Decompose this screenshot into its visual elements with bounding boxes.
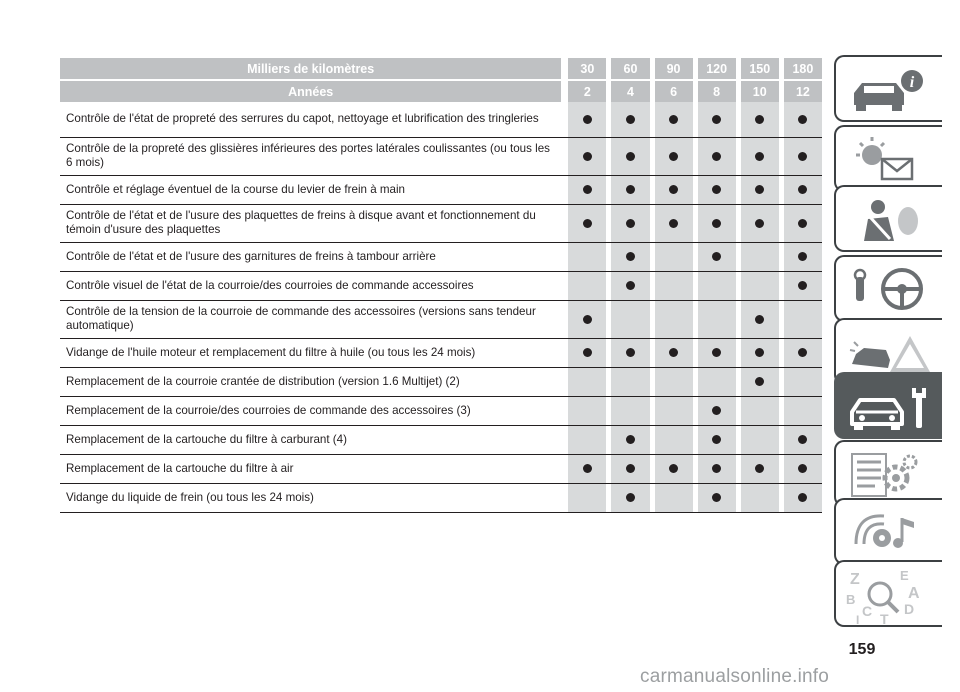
interval-cell <box>784 484 822 513</box>
interval-cell <box>611 455 649 484</box>
scheduled-dot <box>798 435 807 444</box>
scheduled-dot <box>798 348 807 357</box>
interval-cell <box>698 368 736 397</box>
interval-cell <box>698 243 736 272</box>
table-row <box>60 455 822 484</box>
scheduled-dot <box>798 115 807 124</box>
scheduled-dot <box>712 152 721 161</box>
tab-index[interactable] <box>834 560 942 627</box>
scheduled-dot <box>626 185 635 194</box>
task-description: Contrôle de l'état et de l'usure des plaquettes de freins à disque avant et fonctionnement du témoin d'usure des plaquettes <box>60 205 561 243</box>
interval-cell <box>655 301 693 339</box>
interval-cell <box>741 176 779 205</box>
table-row <box>60 138 822 176</box>
scheduled-dot <box>626 152 635 161</box>
interval-cell <box>741 102 779 138</box>
scheduled-dot <box>669 115 678 124</box>
scheduled-dot <box>712 115 721 124</box>
interval-cell <box>698 272 736 301</box>
scheduled-dot <box>669 152 678 161</box>
safety-airbag-icon <box>842 191 942 251</box>
interval-cell <box>784 455 822 484</box>
interval-cell <box>741 455 779 484</box>
interval-cell <box>698 426 736 455</box>
interval-cell <box>741 138 779 176</box>
task-description: Remplacement de la courroie crantée de distribution (version 1.6 Multijet) (2) <box>60 368 561 397</box>
scheduled-dot <box>755 219 764 228</box>
interval-cell <box>784 205 822 243</box>
scheduled-dot <box>583 464 592 473</box>
table-row <box>60 205 822 243</box>
scheduled-dot <box>798 281 807 290</box>
scheduled-dot <box>755 464 764 473</box>
interval-cell <box>611 301 649 339</box>
table-row <box>60 102 822 138</box>
tab-safety[interactable] <box>834 185 942 252</box>
table-row <box>60 397 822 426</box>
scheduled-dot <box>626 464 635 473</box>
interval-cell <box>784 339 822 368</box>
svg-text:C: C <box>862 603 873 619</box>
scheduled-dot <box>712 219 721 228</box>
interval-cell <box>611 368 649 397</box>
interval-cell <box>568 272 606 301</box>
svg-text:T: T <box>880 611 889 626</box>
task-description: Contrôle de la tension de la courroie de commande des accessoires (versions sans tendeur automatique) <box>60 301 561 339</box>
interval-cell <box>655 484 693 513</box>
interval-cell <box>568 176 606 205</box>
task-description: Contrôle visuel de l'état de la courroie/des courroies de commande accessoires <box>60 272 561 301</box>
page-number: 159 <box>848 641 876 658</box>
interval-cell <box>568 455 606 484</box>
interval-cell <box>698 205 736 243</box>
interval-cell <box>784 272 822 301</box>
km-value: 180 <box>784 58 822 79</box>
table-row <box>60 301 822 339</box>
maintenance-rows <box>60 102 822 513</box>
scheduled-dot <box>798 185 807 194</box>
interval-cell <box>741 339 779 368</box>
km-value: 90 <box>655 58 693 79</box>
scheduled-dot <box>798 493 807 502</box>
interval-cell <box>568 368 606 397</box>
scheduled-dot <box>669 219 678 228</box>
table-row <box>60 339 822 368</box>
interval-cell <box>655 205 693 243</box>
scheduled-dot <box>583 315 592 324</box>
interval-cell <box>698 102 736 138</box>
tab-car-info[interactable] <box>834 55 942 122</box>
scheduled-dot <box>626 348 635 357</box>
task-description: Vidange de l'huile moteur et remplacement du filtre à huile (ou tous les 24 mois) <box>60 339 561 368</box>
task-description: Contrôle de la propreté des glissières inférieures des portes latérales coulissantes (ou tous les 6 mois) <box>60 138 561 176</box>
interval-cell <box>655 138 693 176</box>
interval-cell <box>568 301 606 339</box>
interval-cell <box>741 397 779 426</box>
scheduled-dot <box>712 493 721 502</box>
interval-cell <box>568 243 606 272</box>
task-description: Vidange du liquide de frein (ou tous les 24 mois) <box>60 484 561 513</box>
year-value: 12 <box>784 79 822 102</box>
svg-text:Z: Z <box>850 571 860 588</box>
interval-cell <box>568 426 606 455</box>
scheduled-dot <box>583 348 592 357</box>
scheduled-dot <box>755 348 764 357</box>
interval-cell <box>568 102 606 138</box>
interval-cell <box>568 339 606 368</box>
multimedia-icon <box>842 504 942 564</box>
interval-cell <box>655 368 693 397</box>
scheduled-dot <box>583 115 592 124</box>
interval-cell <box>611 138 649 176</box>
interval-cell <box>698 176 736 205</box>
task-description: Remplacement de la cartouche du filtre à carburant (4) <box>60 426 561 455</box>
interval-cell <box>698 339 736 368</box>
interval-cell <box>655 397 693 426</box>
interval-cell <box>568 205 606 243</box>
scheduled-dot <box>626 219 635 228</box>
scheduled-dot <box>798 219 807 228</box>
scheduled-dot <box>712 185 721 194</box>
tab-maintenance[interactable] <box>834 372 942 439</box>
year-value: 2 <box>568 79 606 102</box>
interval-cell <box>611 484 649 513</box>
warning-lights-messages-icon <box>842 131 942 191</box>
interval-cell <box>784 243 822 272</box>
interval-cell <box>698 484 736 513</box>
interval-cell <box>655 272 693 301</box>
svg-text:B: B <box>846 592 856 607</box>
interval-cell <box>611 272 649 301</box>
car-info-icon <box>842 61 942 121</box>
year-value: 10 <box>741 79 779 102</box>
scheduled-dot <box>626 281 635 290</box>
header-row-kilometers <box>60 58 822 79</box>
tab-multimedia[interactable] <box>834 498 942 565</box>
scheduled-dot <box>798 152 807 161</box>
task-description: Contrôle de l'état et de l'usure des garnitures de freins à tambour arrière <box>60 243 561 272</box>
task-description: Remplacement de la courroie/des courroies de commande des accessoires (3) <box>60 397 561 426</box>
interval-cell <box>698 301 736 339</box>
interval-cell <box>784 368 822 397</box>
interval-cell <box>568 138 606 176</box>
interval-cell <box>611 426 649 455</box>
task-description: Contrôle et réglage éventuel de la course du levier de frein à main <box>60 176 561 205</box>
year-value: 4 <box>611 79 649 102</box>
scheduled-dot <box>755 152 764 161</box>
interval-cell <box>698 455 736 484</box>
tab-technical-data[interactable] <box>834 440 942 507</box>
scheduled-dot <box>583 185 592 194</box>
scheduled-dot <box>669 348 678 357</box>
interval-cell <box>784 397 822 426</box>
maintenance-schedule-table <box>60 58 822 513</box>
scheduled-dot <box>755 315 764 324</box>
watermark-text: carmanualsonline.info <box>640 666 830 687</box>
svg-text:E: E <box>900 568 909 583</box>
task-description: Remplacement de la cartouche du filtre à air <box>60 455 561 484</box>
scheduled-dot <box>798 252 807 261</box>
index-icon <box>842 566 942 626</box>
interval-cell <box>655 176 693 205</box>
header-row-years <box>60 79 822 102</box>
interval-cell <box>741 426 779 455</box>
interval-cell <box>741 205 779 243</box>
scheduled-dot <box>798 464 807 473</box>
interval-cell <box>741 243 779 272</box>
svg-text:i: i <box>909 74 915 91</box>
interval-cell <box>611 102 649 138</box>
interval-cell <box>655 426 693 455</box>
years-header-label: Années <box>60 79 561 102</box>
scheduled-dot <box>712 435 721 444</box>
maintenance-care-icon <box>842 378 942 438</box>
svg-text:I: I <box>856 613 860 626</box>
tab-starting-driving[interactable] <box>834 255 942 322</box>
interval-cell <box>655 243 693 272</box>
scheduled-dot <box>755 115 764 124</box>
interval-cell <box>655 102 693 138</box>
interval-cell <box>568 397 606 426</box>
interval-cell <box>611 397 649 426</box>
interval-cell <box>698 138 736 176</box>
interval-cell <box>784 426 822 455</box>
task-description: Contrôle de l'état de propreté des serrures du capot, nettoyage et lubrification des tringleries <box>60 102 561 138</box>
interval-cell <box>698 397 736 426</box>
starting-driving-icon <box>842 261 942 321</box>
scheduled-dot <box>755 185 764 194</box>
interval-cell <box>784 102 822 138</box>
interval-cell <box>655 339 693 368</box>
interval-cell <box>568 484 606 513</box>
table-row <box>60 176 822 205</box>
interval-cell <box>611 243 649 272</box>
scheduled-dot <box>755 377 764 386</box>
tab-warning-lights[interactable] <box>834 125 942 192</box>
km-value: 120 <box>698 58 736 79</box>
interval-cell <box>741 272 779 301</box>
km-value: 30 <box>568 58 606 79</box>
interval-cell <box>741 301 779 339</box>
svg-text:D: D <box>904 601 915 617</box>
interval-cell <box>611 339 649 368</box>
interval-cell <box>611 176 649 205</box>
table-row <box>60 426 822 455</box>
scheduled-dot <box>583 152 592 161</box>
scheduled-dot <box>712 406 721 415</box>
table-row <box>60 368 822 397</box>
year-value: 8 <box>698 79 736 102</box>
interval-cell <box>741 484 779 513</box>
svg-text:A: A <box>908 585 920 602</box>
scheduled-dot <box>626 252 635 261</box>
table-row <box>60 272 822 301</box>
interval-cell <box>611 205 649 243</box>
scheduled-dot <box>712 348 721 357</box>
table-row <box>60 243 822 272</box>
kilometers-header-label: Milliers de kilomètres <box>60 58 561 79</box>
scheduled-dot <box>583 219 592 228</box>
table-row <box>60 484 822 513</box>
scheduled-dot <box>626 115 635 124</box>
interval-cell <box>784 301 822 339</box>
scheduled-dot <box>712 252 721 261</box>
interval-cell <box>784 138 822 176</box>
scheduled-dot <box>626 493 635 502</box>
interval-cell <box>741 368 779 397</box>
scheduled-dot <box>712 464 721 473</box>
interval-cell <box>655 455 693 484</box>
technical-data-icon <box>842 446 942 506</box>
km-value: 60 <box>611 58 649 79</box>
km-value: 150 <box>741 58 779 79</box>
scheduled-dot <box>626 435 635 444</box>
scheduled-dot <box>669 185 678 194</box>
interval-cell <box>784 176 822 205</box>
scheduled-dot <box>669 464 678 473</box>
year-value: 6 <box>655 79 693 102</box>
